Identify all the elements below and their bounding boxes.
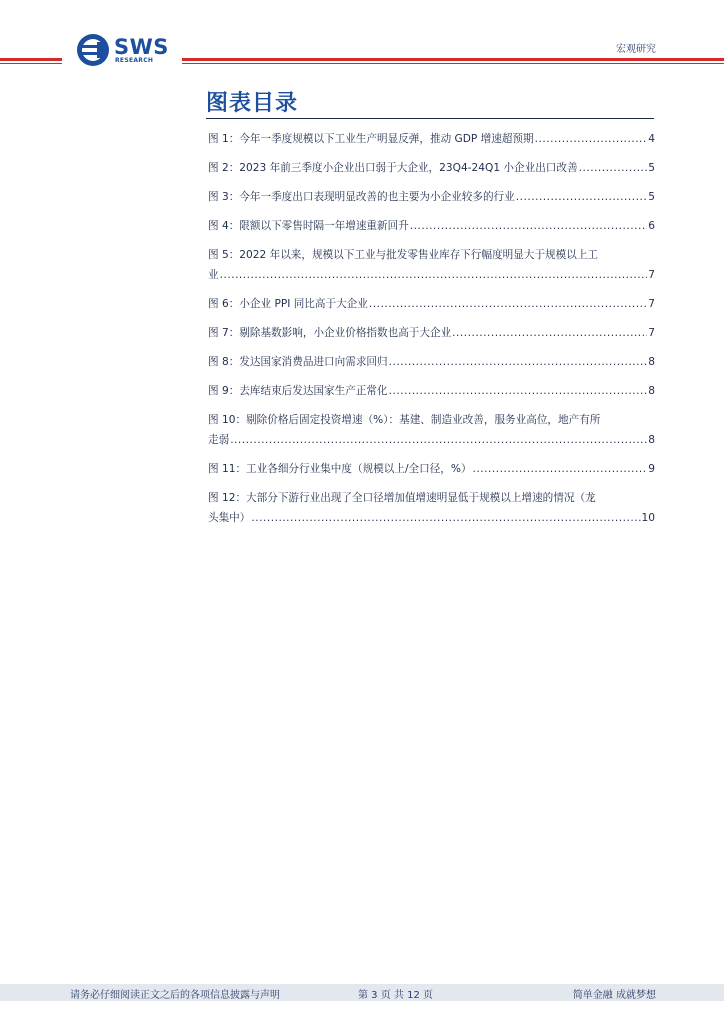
header-rule-right <box>182 58 724 61</box>
dot-leader <box>389 352 648 372</box>
dot-leader <box>535 129 648 149</box>
toc-entry-label: 图 7：剔除基数影响，小企业价格指数也高于大企业 <box>208 327 452 339</box>
toc-entry[interactable] <box>208 216 655 236</box>
toc-entry[interactable] <box>208 352 655 372</box>
dot-leader <box>473 459 648 479</box>
toc-entry-label: 图 3：今年一季度出口表现明显改善的也主要为小企业较多的行业 <box>208 191 515 203</box>
toc-entry-page: 7 <box>648 269 655 281</box>
toc-entry[interactable] <box>208 245 655 285</box>
header-rule-left <box>0 58 62 61</box>
toc-entry-label-line1: 图 12：大部分下游行业出现了全口径增加值增速明显低于规模以上增速的情况（龙 <box>208 492 596 504</box>
toc-entry[interactable] <box>208 187 655 207</box>
logo-subtext: RESEARCH <box>115 57 154 64</box>
dot-leader <box>230 430 647 450</box>
toc-entry-page: 4 <box>648 133 655 145</box>
title-divider <box>206 118 654 119</box>
toc-entry[interactable] <box>208 323 655 343</box>
sws-logo-icon <box>76 33 110 67</box>
logo-text: SWS <box>114 35 169 59</box>
toc-entry[interactable] <box>208 158 655 178</box>
toc-entry-label: 图 2：2023 年前三季度小企业出口弱于大企业，23Q4-24Q1 小企业出口改善 <box>208 162 578 174</box>
toc-entry-page: 8 <box>648 385 655 397</box>
dot-leader <box>516 187 648 207</box>
dot-leader <box>220 265 648 285</box>
toc-entry-label: 图 4：限额以下零售时隔一年增速重新回升 <box>208 220 409 232</box>
dot-leader <box>369 294 647 314</box>
dot-leader <box>452 323 647 343</box>
toc-entry-label: 图 1：今年一季度规模以下工业生产明显反弹，推动 GDP 增速超预期 <box>208 133 534 145</box>
header-rule-left-thin <box>0 63 62 64</box>
toc-entry[interactable] <box>208 294 655 314</box>
footer-disclaimer: 请务必仔细阅读正文之后的各项信息披露与声明 <box>70 990 280 1001</box>
dot-leader <box>389 381 648 401</box>
toc-entry[interactable] <box>208 459 655 479</box>
toc-entry-label: 图 9：去库结束后发达国家生产正常化 <box>208 385 388 397</box>
toc-entry-page: 7 <box>648 327 655 339</box>
table-of-figures <box>208 129 655 528</box>
toc-entry-page: 8 <box>648 434 655 446</box>
toc-entry[interactable] <box>208 488 655 528</box>
toc-entry[interactable] <box>208 381 655 401</box>
report-type: 宏观研究 <box>616 44 656 55</box>
toc-entry-label: 图 11：工业各细分行业集中度（规模以上/全口径，%） <box>208 463 472 475</box>
toc-entry-page: 7 <box>648 298 655 310</box>
toc-entry-label-line1: 图 10：剔除价格后固定投资增速（%）：基建、制造业改善，服务业高位，地产有所 <box>208 414 601 426</box>
toc-entry-page: 5 <box>648 191 655 203</box>
page-header <box>0 0 724 70</box>
toc-entry-page: 5 <box>648 162 655 174</box>
header-rule-right-thin <box>182 63 724 64</box>
toc-entry-label: 图 6：小企业 PPI 同比高于大企业 <box>208 298 368 310</box>
footer-slogan: 简单金融 成就梦想 <box>572 990 656 1001</box>
dot-leader <box>410 216 647 236</box>
toc-entry[interactable] <box>208 129 655 149</box>
toc-entry[interactable] <box>208 410 655 450</box>
toc-entry-label: 业 <box>208 269 219 281</box>
dot-leader <box>579 158 648 178</box>
toc-entry-label: 图 8：发达国家消费品进口向需求回归 <box>208 356 388 368</box>
footer-page-info: 第 3 页 共 12 页 <box>358 990 433 1001</box>
toc-entry-page: 10 <box>641 512 655 524</box>
toc-entry-label: 头集中） <box>208 512 251 524</box>
toc-entry-page: 6 <box>648 220 655 232</box>
toc-entry-page: 9 <box>648 463 655 475</box>
toc-entry-label: 走弱 <box>208 434 230 446</box>
toc-entry-page: 8 <box>648 356 655 368</box>
dot-leader <box>251 508 640 528</box>
toc-entry-label-line1: 图 5：2022 年以来，规模以下工业与批发零售业库存下行幅度明显大于规模以上工 <box>208 249 599 261</box>
toc-title: 图表目录 <box>206 91 299 116</box>
